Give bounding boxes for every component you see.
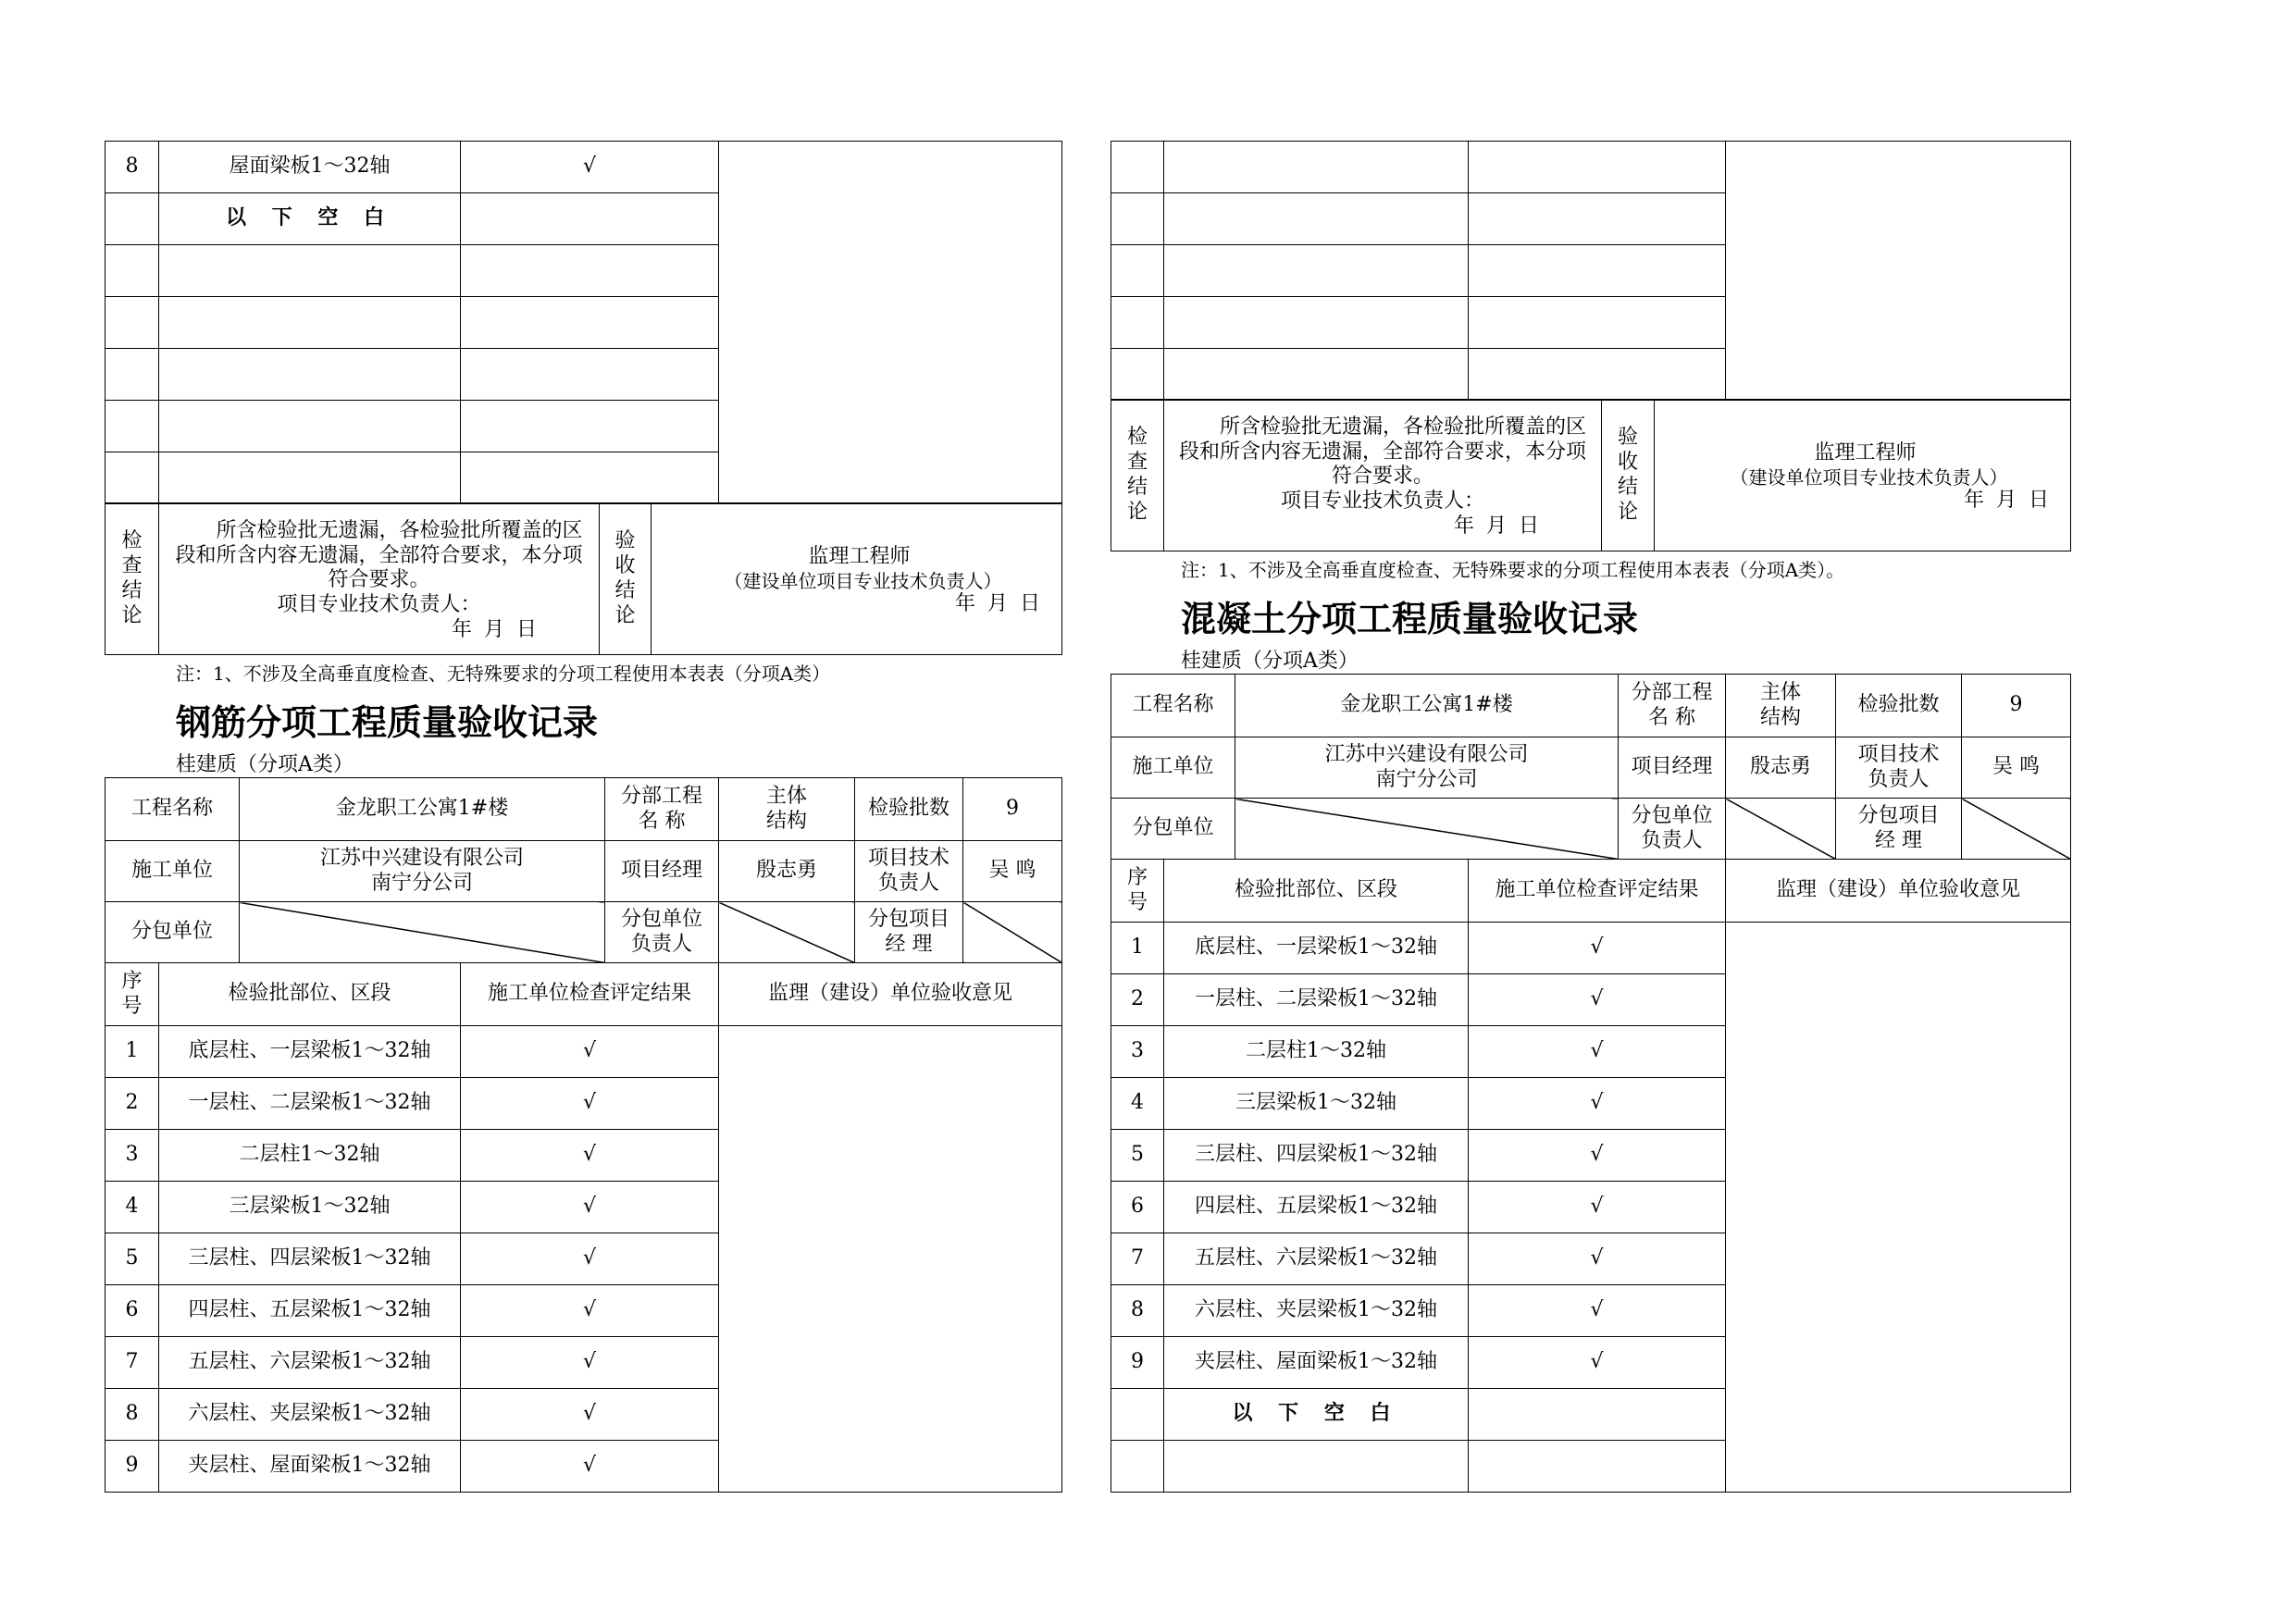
- supervisor-block: [652, 503, 1062, 655]
- subcontractor-value-crossed: [1235, 799, 1619, 860]
- seq-cell: 4: [105, 1182, 159, 1233]
- project-name-label: 工程名称: [1111, 675, 1235, 737]
- project-manager-label: 项目经理: [605, 841, 719, 902]
- check-mark: √: [1469, 1233, 1726, 1285]
- contractor-value: 江苏中兴建设有限公司 南宁分公司: [1235, 737, 1619, 799]
- contractor-value: 江苏中兴建设有限公司 南宁分公司: [240, 841, 605, 902]
- location-cell: 三层梁板1～32轴: [159, 1182, 461, 1233]
- subcontractor-label: 分包单位: [1111, 799, 1235, 860]
- check-mark: √: [461, 1182, 719, 1233]
- batch-count-label: 检验批数: [855, 778, 963, 841]
- location-cell: 屋面梁板1～32轴: [159, 142, 461, 193]
- left-note: 注：1、不涉及全高垂直度检查、无特殊要求的分项工程使用本表表（分项A类）: [176, 663, 831, 685]
- seq-cell: 1: [1111, 923, 1164, 974]
- subcontractor-pm-crossed: [963, 902, 1062, 963]
- division-label: 分部工程 名 称: [1619, 675, 1726, 737]
- location-cell: 夹层柱、屋面梁板1～32轴: [1164, 1337, 1469, 1389]
- subcontractor-lead-crossed: [1726, 799, 1836, 860]
- batch-count-value: 9: [1962, 675, 2071, 737]
- subcontractor-value-crossed: [240, 902, 605, 963]
- location-cell: 一层柱、二层梁板1～32轴: [159, 1078, 461, 1130]
- opinion-cell: [1726, 142, 2071, 401]
- seq-cell: 8: [105, 1389, 159, 1441]
- check-mark: √: [1469, 1130, 1726, 1182]
- location-cell: 五层柱、六层梁板1～32轴: [159, 1337, 461, 1389]
- check-conclusion-label: 检 查 结 论: [1111, 400, 1164, 551]
- seq-cell: 6: [105, 1285, 159, 1337]
- left-main-form: [105, 777, 1062, 1493]
- subcontractor-lead-label: 分包单位 负责人: [605, 902, 719, 963]
- subcontractor-label: 分包单位: [105, 902, 240, 963]
- blank-below-label: 以 下 空 白: [159, 193, 461, 245]
- opinion-header: 监理（建设）单位验收意见: [719, 963, 1062, 1026]
- right-note: 注：1、不涉及全高垂直度检查、无特殊要求的分项工程使用本表表（分项A类）。: [1181, 559, 1845, 581]
- seq-header: 序 号: [105, 963, 159, 1026]
- check-mark: √: [1469, 1026, 1726, 1078]
- check-mark: √: [461, 1233, 719, 1285]
- project-manager-label: 项目经理: [1619, 737, 1726, 799]
- location-cell: 二层柱1～32轴: [159, 1130, 461, 1182]
- division-label: 分部工程 名 称: [605, 778, 719, 841]
- check-mark: √: [461, 1389, 719, 1441]
- contractor-label: 施工单位: [105, 841, 240, 902]
- division-value: 主体 结构: [1726, 675, 1836, 737]
- location-cell: 三层梁板1～32轴: [1164, 1078, 1469, 1130]
- batch-count-value: 9: [963, 778, 1062, 841]
- check-mark: √: [461, 1078, 719, 1130]
- subcontractor-pm-crossed: [1962, 799, 2071, 860]
- left-continuation-table: [105, 141, 1062, 655]
- right-main-form: [1111, 674, 2071, 1493]
- project-name-value: 金龙职工公寓1#楼: [240, 778, 605, 841]
- check-mark: √: [461, 142, 719, 193]
- tech-lead-label: 项目专业技术负责人：: [1280, 489, 1484, 514]
- check-mark: √: [1469, 1182, 1726, 1233]
- right-continuation-table: [1111, 141, 2071, 551]
- batch-count-label: 检验批数: [1836, 675, 1962, 737]
- seq-cell: 7: [105, 1337, 159, 1389]
- seq-cell: 2: [1111, 974, 1164, 1026]
- location-cell: 六层柱、夹层梁板1～32轴: [1164, 1285, 1469, 1337]
- seq-cell: 5: [1111, 1130, 1164, 1182]
- supervisor-sub-label: （建设单位项目专业技术负责人）: [724, 569, 1002, 592]
- acceptance-conclusion-label: 验 收 结 论: [1602, 400, 1655, 551]
- seq-cell: 4: [1111, 1078, 1164, 1130]
- table-row: [105, 1026, 1062, 1078]
- opinion-cell: [1726, 923, 2071, 1493]
- opinion-cell: [719, 142, 1062, 504]
- check-mark: √: [1469, 1285, 1726, 1337]
- subcontractor-pm-label: 分包项目 经 理: [1836, 799, 1962, 860]
- location-cell: 六层柱、夹层梁板1～32轴: [159, 1389, 461, 1441]
- check-conclusion-label: 检 查 结 论: [105, 503, 159, 655]
- supervisor-date: 年 月 日: [1964, 489, 2052, 513]
- seq-cell: 8: [1111, 1285, 1164, 1337]
- subcontractor-lead-crossed: [719, 902, 855, 963]
- project-name-label: 工程名称: [105, 778, 240, 841]
- check-mark: √: [461, 1441, 719, 1493]
- seq-cell: 6: [1111, 1182, 1164, 1233]
- subcontractor-pm-label: 分包项目 经 理: [855, 902, 963, 963]
- date-label: 年 月 日: [452, 618, 540, 642]
- contractor-label: 施工单位: [1111, 737, 1235, 799]
- seq-cell: 9: [105, 1441, 159, 1493]
- project-name-value: 金龙职工公寓1#楼: [1235, 675, 1619, 737]
- tech-lead-value: 吴 鸣: [1962, 737, 2071, 799]
- left-subtitle: 桂建质（分项A类）: [176, 753, 354, 776]
- location-cell: 一层柱、二层梁板1～32轴: [1164, 974, 1469, 1026]
- seq-header: 序 号: [1111, 860, 1164, 923]
- check-mark: √: [1469, 974, 1726, 1026]
- check-conclusion-text: 所含检验批无遗漏，各检验批所覆盖的区段和所含内容无遗漏，全部符合要求，本分项符合要求。 项目专业技术负责人： 年 月 日: [159, 503, 600, 655]
- location-cell: 二层柱1～32轴: [1164, 1026, 1469, 1078]
- check-mark: √: [461, 1337, 719, 1389]
- location-cell: 夹层柱、屋面梁板1～32轴: [159, 1441, 461, 1493]
- result-header: 施工单位检查评定结果: [1469, 860, 1726, 923]
- check-mark: √: [1469, 1337, 1726, 1389]
- check-mark: √: [461, 1285, 719, 1337]
- supervisor-block: [1655, 400, 2071, 551]
- check-mark: √: [1469, 923, 1726, 974]
- check-mark: √: [461, 1130, 719, 1182]
- location-cell: 三层柱、四层梁板1～32轴: [159, 1233, 461, 1285]
- table-row: [1111, 923, 2071, 974]
- seq-cell: 9: [1111, 1337, 1164, 1389]
- right-title: 混凝土分项工程质量验收记录: [1181, 599, 1639, 639]
- tech-lead-header-label: 项目技术 负责人: [1836, 737, 1962, 799]
- supervisor-date: 年 月 日: [955, 592, 1043, 616]
- location-cell: 底层柱、一层梁板1～32轴: [1164, 923, 1469, 974]
- left-title: 钢筋分项工程质量验收记录: [176, 702, 599, 743]
- seq-cell: 2: [105, 1078, 159, 1130]
- location-cell: 四层柱、五层梁板1～32轴: [1164, 1182, 1469, 1233]
- supervisor-sub-label: （建设单位项目专业技术负责人）: [1730, 465, 2008, 489]
- seq-cell: 1: [105, 1026, 159, 1078]
- seq-cell: 3: [105, 1130, 159, 1182]
- tech-lead-header-label: 项目技术 负责人: [855, 841, 963, 902]
- tech-lead-label: 项目专业技术负责人：: [277, 593, 481, 617]
- seq-cell: 5: [105, 1233, 159, 1285]
- seq-cell: 7: [1111, 1233, 1164, 1285]
- location-cell: 三层柱、四层梁板1～32轴: [1164, 1130, 1469, 1182]
- supervisor-label: 监理工程师: [808, 544, 911, 568]
- seq-cell: 8: [105, 142, 159, 193]
- result-header: 施工单位检查评定结果: [461, 963, 719, 1026]
- seq-cell: 3: [1111, 1026, 1164, 1078]
- tech-lead-value: 吴 鸣: [963, 841, 1062, 902]
- location-header: 检验批部位、区段: [1164, 860, 1469, 923]
- date-label: 年 月 日: [1454, 514, 1542, 539]
- check-mark: √: [1469, 1078, 1726, 1130]
- project-manager-value: 殷志勇: [719, 841, 855, 902]
- location-cell: 底层柱、一层梁板1～32轴: [159, 1026, 461, 1078]
- division-value: 主体 结构: [719, 778, 855, 841]
- supervisor-label: 监理工程师: [1814, 440, 1917, 465]
- location-header: 检验批部位、区段: [159, 963, 461, 1026]
- acceptance-conclusion-label: 验 收 结 论: [600, 503, 652, 655]
- blank-below-label: 以 下 空 白: [1164, 1389, 1469, 1441]
- location-cell: 四层柱、五层梁板1～32轴: [159, 1285, 461, 1337]
- check-conclusion-text: 所含检验批无遗漏，各检验批所覆盖的区段和所含内容无遗漏，全部符合要求，本分项符合要求。 项目专业技术负责人： 年 月 日: [1164, 400, 1602, 551]
- subcontractor-lead-label: 分包单位 负责人: [1619, 799, 1726, 860]
- project-manager-value: 殷志勇: [1726, 737, 1836, 799]
- opinion-header: 监理（建设）单位验收意见: [1726, 860, 2071, 923]
- right-subtitle: 桂建质（分项A类）: [1181, 650, 1359, 673]
- check-mark: √: [461, 1026, 719, 1078]
- location-cell: 五层柱、六层梁板1～32轴: [1164, 1233, 1469, 1285]
- opinion-cell: [719, 1026, 1062, 1493]
